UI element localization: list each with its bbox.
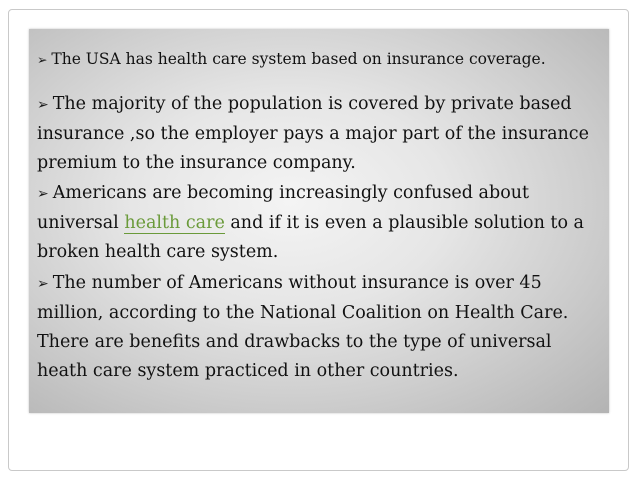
bullet-text: The USA has health care system based on insurance coverage. xyxy=(51,50,546,68)
bullet-text: Americans are becoming increasingly confused about universal xyxy=(37,183,530,233)
bullet-text: The majority of the population is covered by private based insurance ,so the employer pays a major part of the insurance premium to the insurance company. xyxy=(37,94,589,173)
content-panel xyxy=(29,29,609,413)
bullet-item xyxy=(37,45,603,74)
bullet-text: The number of Americans without insurance is over 45 million, according to the National Coalition on Health Care. There are benefits and drawbacks to the type of universal heath care system practiced in other countries. xyxy=(37,273,569,381)
bullet-text-continued: and if it is even a plausible solution to a broken health care system. xyxy=(37,213,584,262)
arrow-bullet-icon: ➢ xyxy=(37,276,49,292)
bullet-item xyxy=(37,179,603,267)
arrow-bullet-icon: ➢ xyxy=(37,186,49,202)
health-care-link[interactable]: health care xyxy=(124,213,225,233)
arrow-bullet-icon: ➢ xyxy=(37,97,49,113)
bullet-item xyxy=(37,269,603,386)
bullet-item xyxy=(37,90,603,178)
arrow-bullet-icon: ➢ xyxy=(37,52,48,67)
